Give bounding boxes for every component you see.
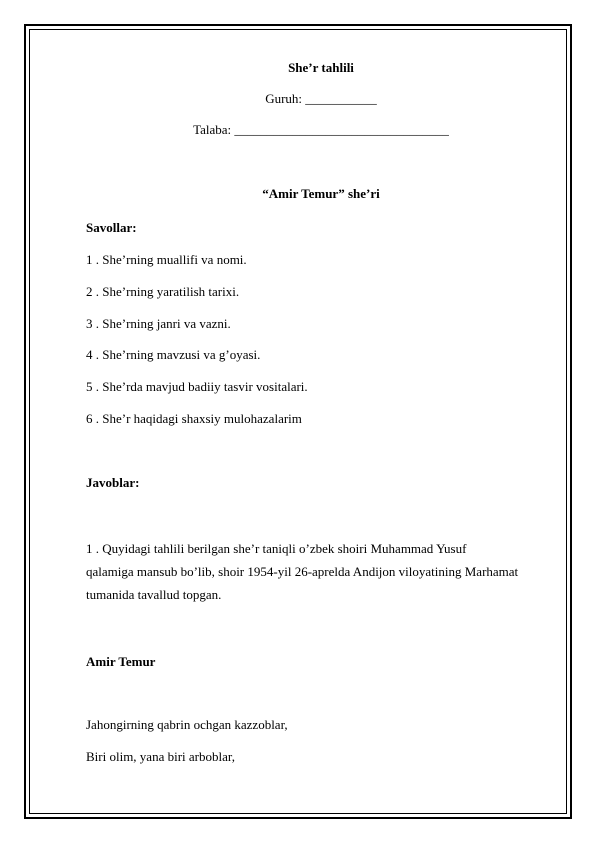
question-item: 4 . She’rning mavzusi va g’oyasi. <box>86 347 261 362</box>
answers-heading: Javoblar: <box>86 475 140 490</box>
question-item: 3 . She’rning janri va vazni. <box>86 316 231 331</box>
question-item: 2 . She’rning yaratilish tarixi. <box>86 284 240 299</box>
questions-heading: Savollar: <box>86 220 137 235</box>
group-field: Guruh: ___________ <box>265 91 377 106</box>
poem-title: Amir Temur <box>86 654 156 669</box>
question-item: 6 . She’r haqidagi shaxsiy mulohazalarim <box>86 411 302 426</box>
student-field: Talaba: _________________________________ <box>193 122 449 137</box>
poem-line: Biri olim, yana biri arboblar, <box>86 749 235 764</box>
document-title: She’r tahlili <box>288 60 354 75</box>
poem-heading: “Amir Temur” she’ri <box>262 186 380 201</box>
question-item: 5 . She’rda mavjud badiiy tasvir vositalari. <box>86 379 308 394</box>
answer-text-line: qalamiga mansub bo’lib, shoir 1954-yil 26-aprelda Andijon viloyatining Marhamat <box>86 564 519 579</box>
answer-text-line: 1 . Quyidagi tahlili berilgan she’r taniqli o’zbek shoiri Muhammad Yusuf <box>86 541 467 556</box>
answer-text-line: tumanida tavallud topgan. <box>86 587 222 602</box>
question-item: 1 . She’rning muallifi va nomi. <box>86 252 247 267</box>
poem-line: Jahongirning qabrin ochgan kazzoblar, <box>86 717 288 732</box>
